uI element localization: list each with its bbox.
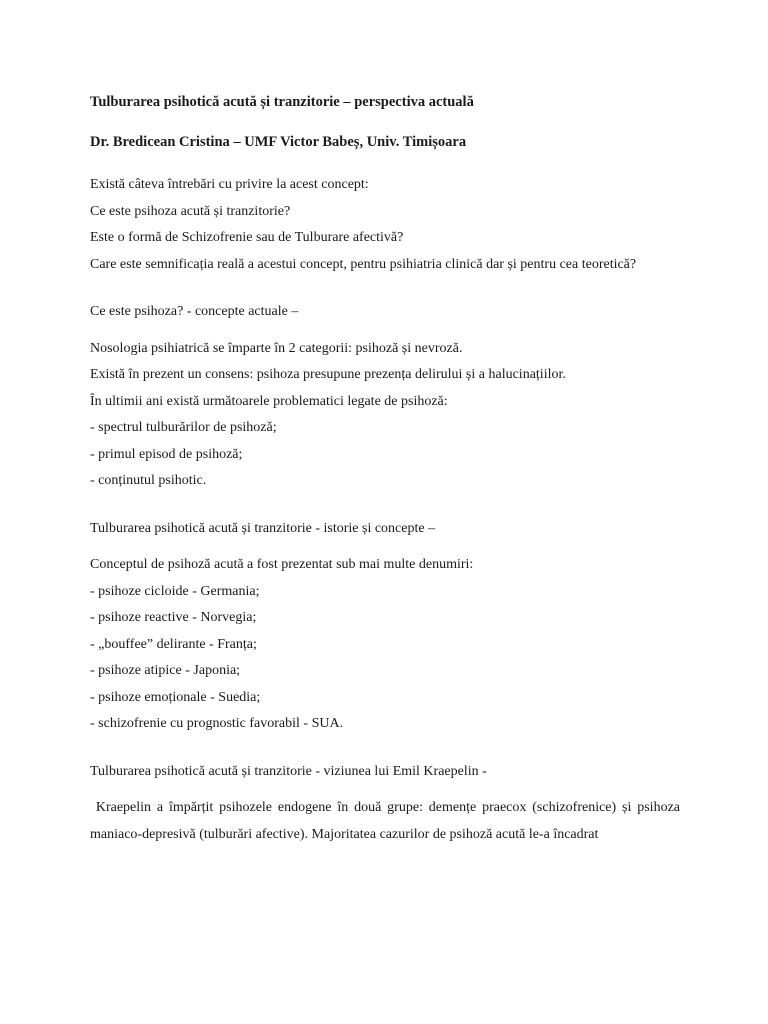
section-heading: Tulburarea psihotică acută și tranzitorie - viziunea lui Emil Kraepelin -	[90, 763, 487, 779]
intro-line: Care este semnificația reală a acestui concept, pentru psihiatria clinică dar și pentru cea teoretică?	[90, 256, 637, 272]
list-item: - primul episod de psihoză;	[90, 446, 243, 462]
section-line: Conceptul de psihoză acută a fost prezentat sub mai multe denumiri:	[90, 557, 474, 572]
section-line: În ultimii ani există următoarele problematici legate de psihoză:	[90, 393, 448, 409]
list-item: - psihoze atipice - Japonia;	[90, 663, 241, 678]
document-author: Dr. Bredicean Cristina – UMF Victor Babeș, Univ. Timișoara	[90, 134, 467, 150]
list-item: - psihoze emoționale - Suedia;	[90, 689, 261, 705]
section-line: Există în prezent un consens: psihoza presupune prezența delirului și a halucinațiilor.	[90, 367, 566, 382]
intro-line: Este o formă de Schizofrenie sau de Tulburare afectivă?	[90, 230, 404, 245]
section-1-body	[90, 336, 680, 495]
document-title: Tulburarea psihotică acută și tranzitorie – perspectiva actuală	[90, 94, 474, 110]
list-item: - conținutul psihotic.	[90, 473, 207, 488]
list-item: - spectrul tulburărilor de psihoză;	[90, 420, 277, 435]
section-paragraph: Kraepelin a împărțit psihozele endogene în două grupe: demențe praecox (schizofrenice) și psihoza maniaco-depresivă (tulburări afective). Majoritatea cazurilor de psihoză acută le-a încadrat	[90, 800, 684, 842]
section-heading: Tulburarea psihotică acută și tranzitorie - istorie și concepte –	[90, 520, 436, 536]
list-item: - psihoze cicloide - Germania;	[90, 583, 260, 599]
document-body	[90, 94, 684, 848]
section-2-body	[90, 552, 680, 738]
section-line: Nosologia psihiatrică se împarte în 2 categorii: psihoză și nevroză.	[90, 340, 463, 356]
list-item: - „bouffee” delirante - Franța;	[90, 636, 257, 652]
intro-line: Există câteva întrebări cu privire la acest concept:	[90, 177, 369, 192]
intro-block	[90, 172, 680, 278]
section-heading: Ce este psihoza? - concepte actuale –	[90, 304, 299, 319]
intro-line: Ce este psihoza acută și tranzitorie?	[90, 203, 291, 219]
list-item: - psihoze reactive - Norvegia;	[90, 610, 257, 625]
list-item: - schizofrenie cu prognostic favorabil - SUA.	[90, 716, 344, 731]
